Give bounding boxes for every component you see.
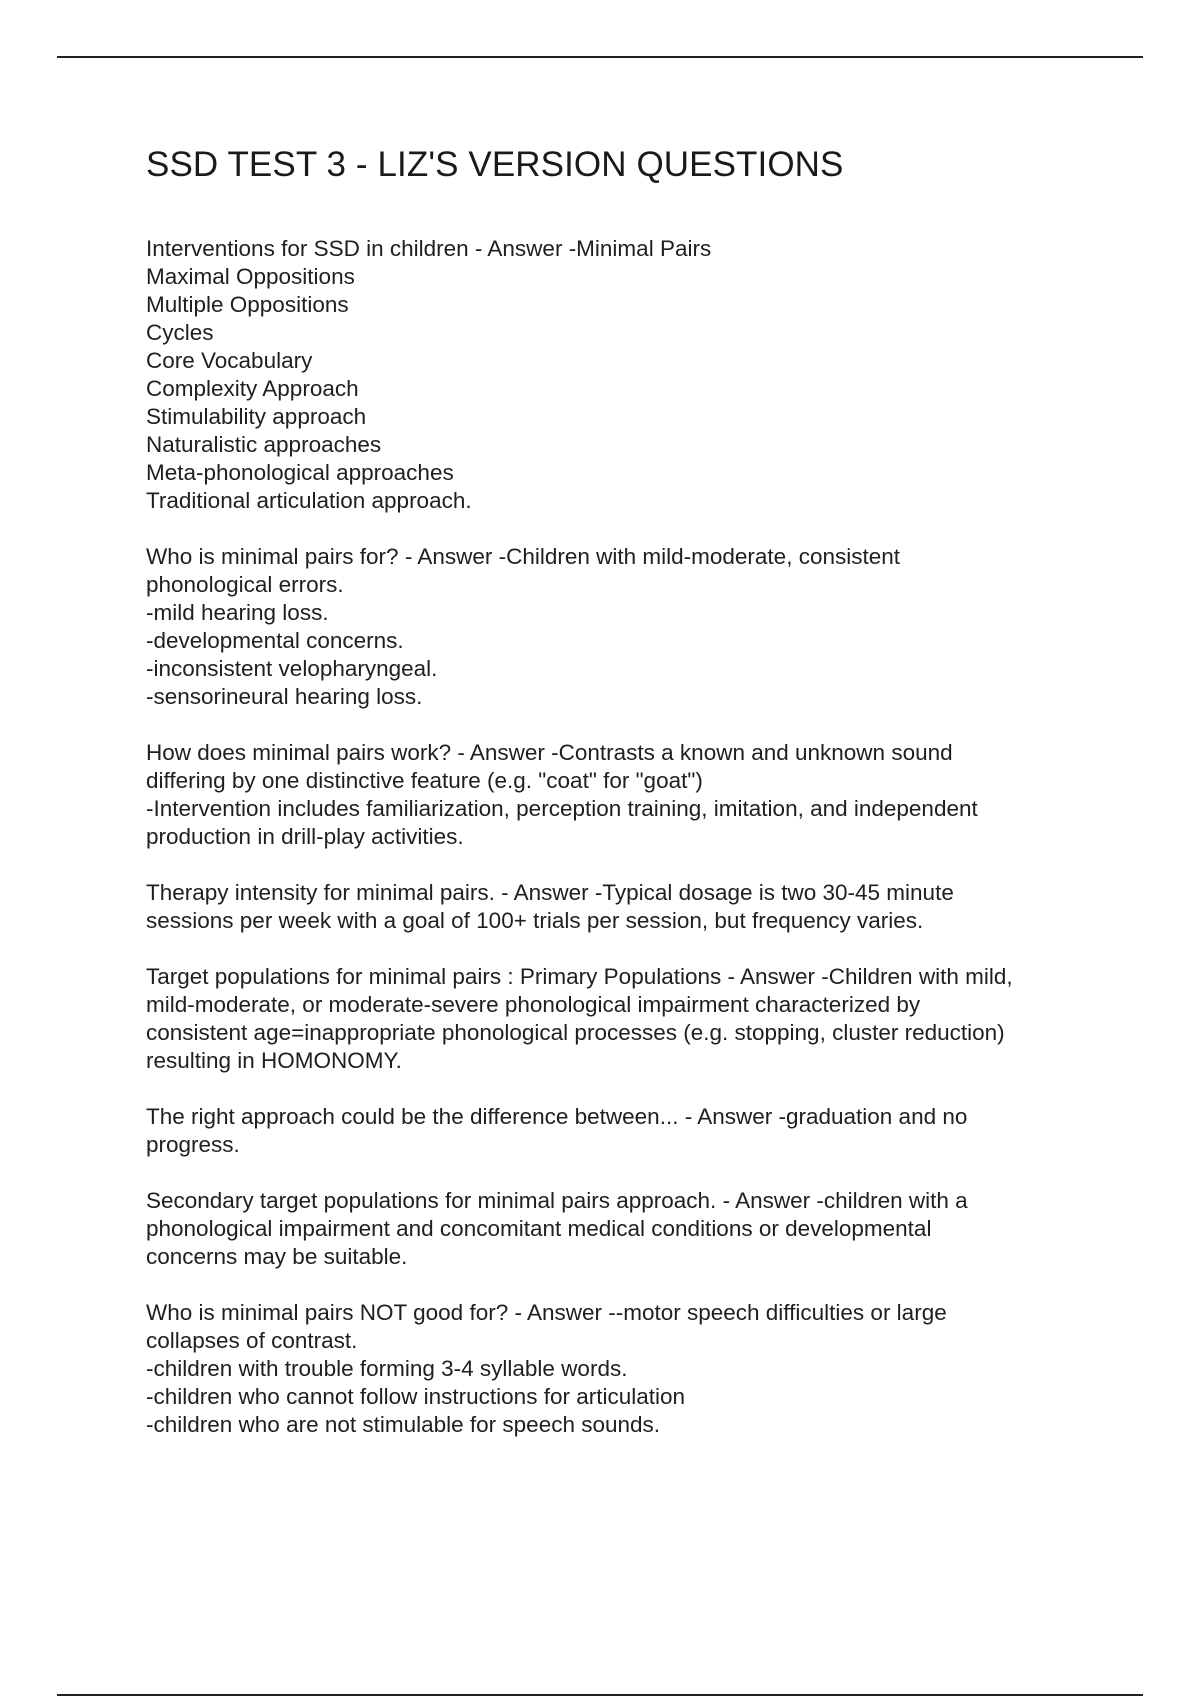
text-line: How does minimal pairs work? - Answer -Contrasts a known and unknown sound	[146, 740, 953, 765]
bottom-divider	[57, 1694, 1143, 1696]
text-line: -children with trouble forming 3-4 syllable words.	[146, 1356, 628, 1381]
text-line: sessions per week with a goal of 100+ trials per session, but frequency varies.	[146, 908, 924, 933]
text-line: Secondary target populations for minimal pairs approach. - Answer -children with a	[146, 1188, 968, 1213]
text-line: Complexity Approach	[146, 376, 359, 401]
qa-entry	[146, 879, 1106, 935]
text-line: -inconsistent velopharyngeal.	[146, 656, 438, 681]
text-line: Maximal Oppositions	[146, 264, 355, 289]
text-line: Naturalistic approaches	[146, 432, 382, 457]
text-line: -children who are not stimulable for speech sounds.	[146, 1412, 661, 1437]
text-line: Target populations for minimal pairs : Primary Populations - Answer -Children with mild,	[146, 964, 1013, 989]
text-line: resulting in HOMONOMY.	[146, 1048, 402, 1073]
text-line: -sensorineural hearing loss.	[146, 684, 423, 709]
text-line: Traditional articulation approach.	[146, 488, 472, 513]
qa-entry	[146, 1299, 1106, 1439]
text-line: consistent age=inappropriate phonological processes (e.g. stopping, cluster reduction)	[146, 1020, 1005, 1045]
qa-entry	[146, 235, 1106, 515]
text-line: phonological impairment and concomitant medical conditions or developmental	[146, 1216, 932, 1241]
text-line: Therapy intensity for minimal pairs. - Answer -Typical dosage is two 30-45 minute	[146, 880, 954, 905]
text-line: Interventions for SSD in children - Answer -Minimal Pairs	[146, 236, 712, 261]
qa-entry	[146, 963, 1106, 1075]
text-line: concerns may be suitable.	[146, 1244, 408, 1269]
text-line: Who is minimal pairs for? - Answer -Children with mild-moderate, consistent	[146, 544, 901, 569]
text-line: Who is minimal pairs NOT good for? - Answer --motor speech difficulties or large	[146, 1300, 947, 1325]
text-line: production in drill-play activities.	[146, 824, 464, 849]
text-line: progress.	[146, 1132, 240, 1157]
text-line: mild-moderate, or moderate-severe phonological impairment characterized by	[146, 992, 921, 1017]
qa-entry	[146, 543, 1106, 711]
qa-entry	[146, 739, 1106, 851]
text-line: Cycles	[146, 320, 214, 345]
text-line: differing by one distinctive feature (e.g. "coat" for "goat")	[146, 768, 703, 793]
qa-entry	[146, 1103, 1106, 1159]
text-line: phonological errors.	[146, 572, 344, 597]
text-line: -children who cannot follow instructions for articulation	[146, 1384, 686, 1409]
document-page	[146, 143, 1106, 1467]
qa-entry	[146, 1187, 1106, 1271]
text-line: Stimulability approach	[146, 404, 367, 429]
top-divider	[57, 56, 1143, 58]
text-line: -developmental concerns.	[146, 628, 404, 653]
text-line: -Intervention includes familiarization, perception training, imitation, and independent	[146, 796, 978, 821]
text-line: Meta-phonological approaches	[146, 460, 454, 485]
text-line: The right approach could be the difference between... - Answer -graduation and no	[146, 1104, 968, 1129]
text-line: -mild hearing loss.	[146, 600, 329, 625]
document-title: SSD TEST 3 - LIZ'S VERSION QUESTIONS	[146, 145, 844, 184]
text-line: collapses of contrast.	[146, 1328, 358, 1353]
text-line: Core Vocabulary	[146, 348, 313, 373]
text-line: Multiple Oppositions	[146, 292, 349, 317]
